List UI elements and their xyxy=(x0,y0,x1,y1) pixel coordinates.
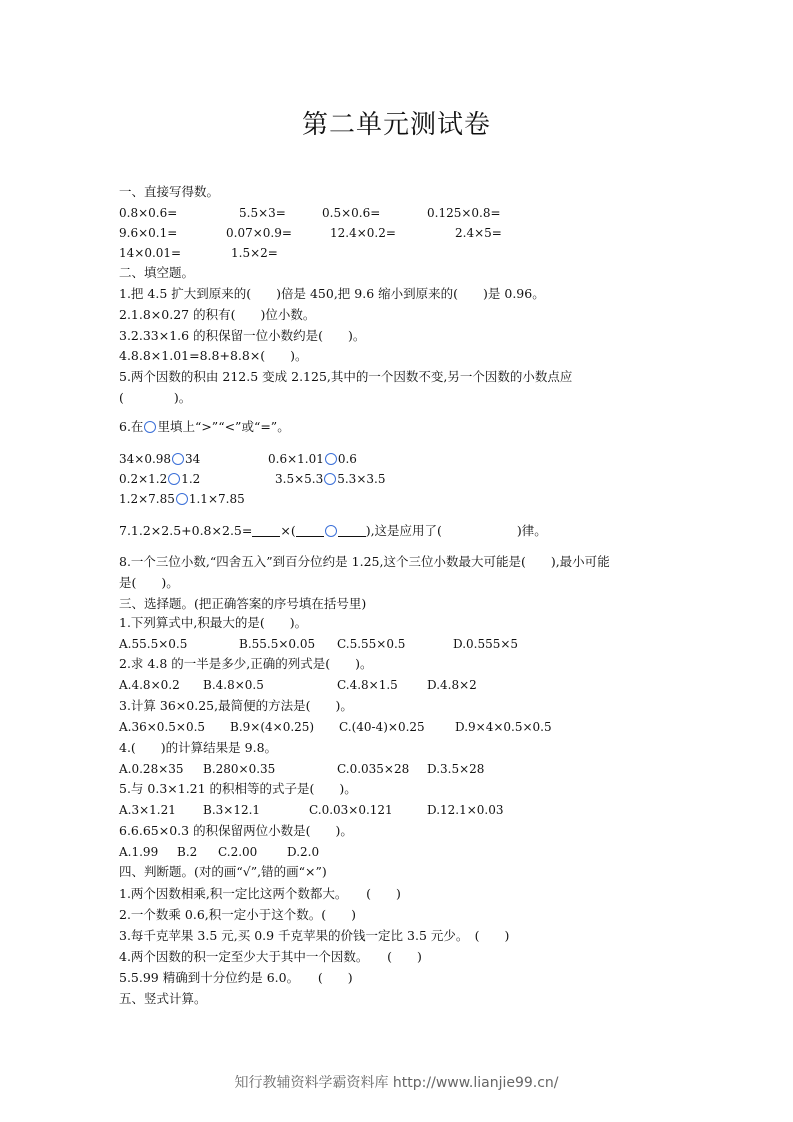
answer-blank[interactable] xyxy=(252,524,280,537)
fill-q7 xyxy=(119,523,547,539)
answer-blank[interactable] xyxy=(296,524,324,537)
option-d: D.2.0 xyxy=(287,845,320,859)
compare-item xyxy=(119,491,245,507)
page-title: 第二单元测试卷 xyxy=(301,110,491,140)
fill-q2: 2.1.8×0.27 的积有( )位小数。 xyxy=(119,307,316,322)
compare-left: 1.2×7.85 xyxy=(119,492,175,506)
judge-item-1: 1.两个因数相乘,积一定比这两个数都大。 ( ) xyxy=(119,886,401,901)
circle-blank-icon[interactable] xyxy=(172,453,184,465)
section-3-heading: 三、选择题。(把正确答案的序号填在括号里) xyxy=(119,596,367,611)
choice-q3: 3.计算 36×0.25,最简便的方法是( )。 xyxy=(119,698,353,713)
compare-left: 3.5×5.3 xyxy=(275,472,324,486)
option-d: D.12.1×0.03 xyxy=(427,803,504,817)
option-d: D.9×4×0.5×0.5 xyxy=(455,720,552,734)
circle-blank-icon[interactable] xyxy=(176,493,188,505)
calc-item: 5.5×3= xyxy=(239,206,286,220)
compare-item xyxy=(268,451,357,467)
compare-right: 1.2 xyxy=(181,472,201,486)
footer-watermark: 知行教辅资料学霸资料库 http://www.lianjie99.cn/ xyxy=(234,1075,559,1091)
compare-right: 1.1×7.85 xyxy=(188,492,245,506)
option-d: D.4.8×2 xyxy=(427,678,477,692)
compare-right: 0.6 xyxy=(337,452,357,466)
section-1-heading: 一、直接写得数。 xyxy=(119,184,220,199)
answer-blank[interactable] xyxy=(338,524,366,537)
fill-q6-post: 里填上“>”“<”或“=”。 xyxy=(157,419,290,434)
fill-q4: 4.8.8×1.01=8.8+8.8×( )。 xyxy=(119,348,308,363)
circle-blank-icon[interactable] xyxy=(324,473,336,485)
fill-q6 xyxy=(119,419,290,435)
compare-left: 0.2×1.2 xyxy=(119,472,168,486)
calc-item: 9.6×0.1= xyxy=(119,226,178,240)
option-c: C.0.03×0.121 xyxy=(309,803,393,817)
option-d: D.0.555×5 xyxy=(453,637,519,651)
compare-left: 0.6×1.01 xyxy=(268,452,324,466)
circle-blank-icon[interactable] xyxy=(325,525,337,537)
choice-q4: 4.( )的计算结果是 9.8。 xyxy=(119,740,278,755)
compare-left: 34×0.98 xyxy=(119,452,172,466)
circle-blank-icon[interactable] xyxy=(144,421,156,433)
option-c: C.2.00 xyxy=(218,845,258,859)
option-a: A.4.8×0.2 xyxy=(119,678,180,692)
fill-q5-line2: ( )。 xyxy=(119,390,192,405)
option-c: C.0.035×28 xyxy=(337,762,410,776)
option-c: C.(40-4)×0.25 xyxy=(339,720,425,734)
fill-q3: 3.2.33×1.6 的积保留一位小数约是( )。 xyxy=(119,328,366,343)
option-a: A.3×1.21 xyxy=(119,803,176,817)
fill-q6-pre: 6.在 xyxy=(119,419,144,434)
choice-q6: 6.6.65×0.3 的积保留两位小数是( )。 xyxy=(119,823,353,838)
choice-q2: 2.求 4.8 的一半是多少,正确的列式是( )。 xyxy=(119,656,373,671)
choice-q5: 5.与 0.3×1.21 的积相等的式子是( )。 xyxy=(119,781,357,796)
compare-item xyxy=(119,471,200,487)
compare-item xyxy=(275,471,385,487)
option-b: B.2 xyxy=(177,845,198,859)
option-c: C.5.55×0.5 xyxy=(337,637,406,651)
fill-q5-line1: 5.两个因数的积由 212.5 变成 2.125,其中的一个因数不变,另一个因数的小数点应 xyxy=(119,369,573,384)
option-b: B.3×12.1 xyxy=(203,803,261,817)
section-2-heading: 二、填空题。 xyxy=(119,265,195,280)
section-4-heading: 四、判断题。(对的画“√”,错的画“×”) xyxy=(119,864,327,879)
calc-item: 0.07×0.9= xyxy=(226,226,292,240)
choice-q1: 1.下列算式中,积最大的是( )。 xyxy=(119,615,308,630)
fill-q8-line2: 是( )。 xyxy=(119,575,179,590)
calc-item: 14×0.01= xyxy=(119,246,182,260)
option-b: B.9×(4×0.25) xyxy=(230,720,315,734)
option-b: B.280×0.35 xyxy=(203,762,276,776)
section-5-heading: 五、竖式计算。 xyxy=(119,991,207,1006)
calc-item: 0.5×0.6= xyxy=(322,206,381,220)
compare-item xyxy=(119,451,200,467)
option-d: D.3.5×28 xyxy=(427,762,485,776)
compare-right: 5.3×3.5 xyxy=(337,472,386,486)
judge-item-4: 4.两个因数的积一定至少大于其中一个因数。 ( ) xyxy=(119,949,422,964)
fill-q1: 1.把 4.5 扩大到原来的( )倍是 450,把 9.6 缩小到原来的( )是 0.96。 xyxy=(119,286,545,301)
fill-q7-mid: ×( xyxy=(280,523,296,538)
calc-item: 1.5×2= xyxy=(231,246,278,260)
option-a: A.1.99 xyxy=(119,845,159,859)
option-a: A.0.28×35 xyxy=(119,762,184,776)
judge-item-2: 2.一个数乘 0.6,积一定小于这个数。( ) xyxy=(119,907,357,922)
judge-item-3: 3.每千克苹果 3.5 元,买 0.9 千克苹果的价钱一定比 3.5 元少。 ( ) xyxy=(119,928,510,943)
circle-blank-icon[interactable] xyxy=(325,453,337,465)
circle-blank-icon[interactable] xyxy=(168,473,180,485)
fill-q7-tail: ),这是应用了( )律。 xyxy=(365,523,547,538)
calc-item: 0.125×0.8= xyxy=(427,206,501,220)
option-b: B.4.8×0.5 xyxy=(203,678,264,692)
option-b: B.55.5×0.05 xyxy=(239,637,316,651)
calc-item: 0.8×0.6= xyxy=(119,206,178,220)
fill-q7-expr: 7.1.2×2.5+0.8×2.5= xyxy=(119,523,253,538)
calc-item: 2.4×5= xyxy=(455,226,502,240)
judge-item-5: 5.5.99 精确到十分位约是 6.0。 ( ) xyxy=(119,970,353,985)
option-c: C.4.8×1.5 xyxy=(337,678,398,692)
option-a: A.36×0.5×0.5 xyxy=(119,720,206,734)
calc-item: 12.4×0.2= xyxy=(330,226,396,240)
option-a: A.55.5×0.5 xyxy=(119,637,188,651)
fill-q8-line1: 8.一个三位小数,“四舍五入”到百分位约是 1.25,这个三位小数最大可能是( ),最小可能 xyxy=(119,554,610,569)
compare-right: 34 xyxy=(185,452,201,466)
